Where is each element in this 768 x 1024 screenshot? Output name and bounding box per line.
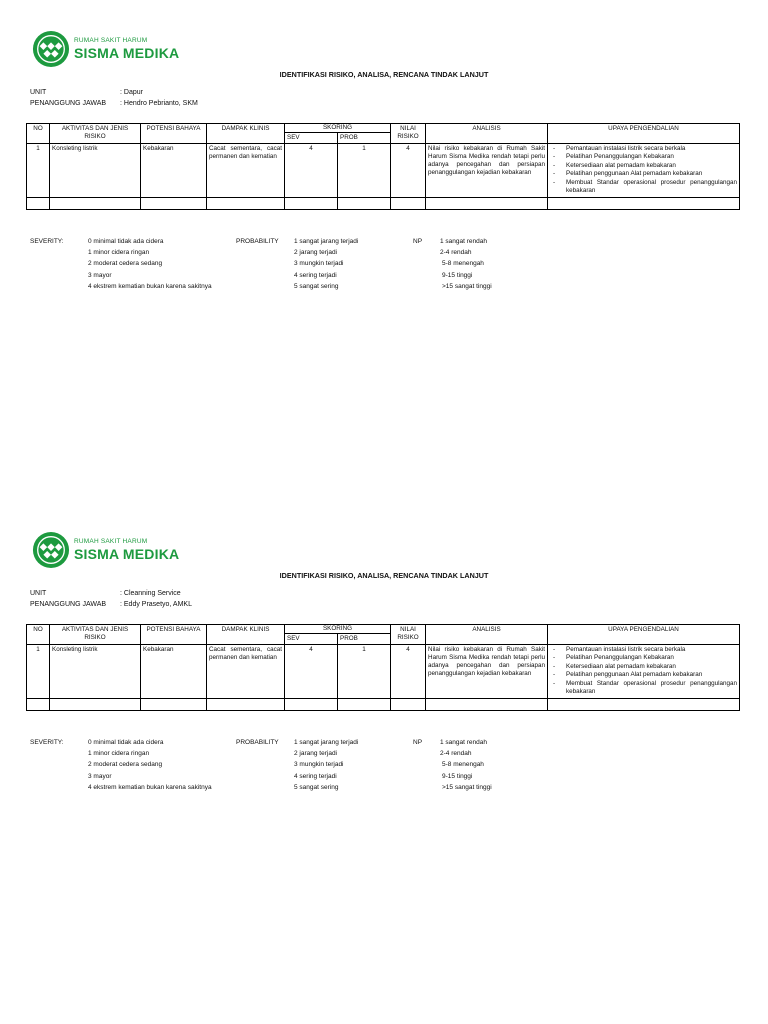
header-skoring: SKORING xyxy=(285,124,391,133)
list-item: 0 minimal tidak ada cidera xyxy=(88,739,164,746)
list-item: - Pelatihan Penanggulangan Kebakaran xyxy=(550,654,737,663)
list-item: 5-8 menengah xyxy=(442,260,484,268)
np-list xyxy=(440,737,492,793)
list-item: 2-4 rendah xyxy=(440,750,472,758)
list-item: 3 mungkin terjadi xyxy=(294,761,344,769)
pj-value: : Eddy Prasetyo, AMKL xyxy=(120,601,192,608)
list-item: 3 mayor xyxy=(88,271,112,279)
unit-line xyxy=(30,89,143,96)
cell-sev: 4 xyxy=(285,143,338,197)
list-item: 9-15 tinggi xyxy=(442,772,473,780)
list-item: 1 minor cidera ringan xyxy=(88,249,150,257)
list-item: 1 sangat rendah xyxy=(440,739,487,746)
list-item: 1 minor cidera ringan xyxy=(88,750,150,758)
severity-title: SEVERITY: xyxy=(30,739,64,746)
header-sev: SEV xyxy=(285,132,338,143)
list-item: - Membuat Standar operasional prosedur penanggulangan kebakaran xyxy=(550,680,737,697)
cell-analisis: Nilai risiko kebakaran di Rumah Sakit Harum Sisma Medika rendah tetapi perlu adanya pencegahan dan persiapan penanggulangan kejadian kebakaran xyxy=(426,143,548,197)
empty-table-row xyxy=(27,698,740,710)
list-item: - Pelatihan penggunaan Alat pemadam kebakaran xyxy=(550,671,737,680)
header-sev: SEV xyxy=(285,633,338,644)
list-item: 4 sering terjadi xyxy=(294,772,337,780)
header-potensi: POTENSI BAHAYA xyxy=(141,124,207,144)
cell-dampak: Cacat sementara, cacat permanen dan kematian xyxy=(207,644,285,698)
header-nilai: NILAI RISIKO xyxy=(391,124,426,144)
cell-sev: 4 xyxy=(285,644,338,698)
unit-line xyxy=(30,590,181,597)
list-item: 4 ekstrem kematian bukan karena sakitnya xyxy=(88,282,212,290)
probability-list xyxy=(294,236,358,292)
list-item: - Pemantauan instalasi listrik secara berkala xyxy=(550,145,737,154)
empty-table-row xyxy=(27,197,740,209)
upaya-list xyxy=(550,646,737,697)
cell-dampak: Cacat sementara, cacat permanen dan kematian xyxy=(207,143,285,197)
table-row xyxy=(27,143,740,197)
list-item: 2 jarang terjadi xyxy=(294,750,337,758)
unit-label: UNIT xyxy=(30,590,47,597)
upaya-list xyxy=(550,145,737,196)
list-item: 1 sangat rendah xyxy=(440,238,487,245)
header-prob: PROB xyxy=(338,633,391,644)
list-item: - Ketersediaan alat pemadam kebakaran xyxy=(550,663,737,672)
list-item: 5-8 menengah xyxy=(442,761,484,769)
header-analisis: ANALISIS xyxy=(426,124,548,144)
cell-analisis: Nilai risiko kebakaran di Rumah Sakit Harum Sisma Medika rendah tetapi perlu adanya pencegahan dan persiapan penanggulangan kejadian kebakaran xyxy=(426,644,548,698)
cell-potensi: Kebakaran xyxy=(141,644,207,698)
hospital-logo xyxy=(32,28,179,70)
unit-value: : Cleanning Service xyxy=(120,590,181,597)
document-page-2 xyxy=(0,501,768,1001)
risk-table xyxy=(26,123,740,210)
cell-prob: 1 xyxy=(338,644,391,698)
cell-nilai: 4 xyxy=(391,644,426,698)
hospital-emblem-icon xyxy=(32,30,70,68)
header-dampak: DAMPAK KLINIS xyxy=(207,124,285,144)
cell-no: 1 xyxy=(27,143,50,197)
probability-list xyxy=(294,737,358,793)
list-item: 0 minimal tidak ada cidera xyxy=(88,238,164,245)
table-header-row xyxy=(27,625,740,634)
list-item: 3 mayor xyxy=(88,772,112,780)
list-item: 4 ekstrem kematian bukan karena sakitnya xyxy=(88,783,212,791)
probability-title: PROBABILITY xyxy=(236,238,279,245)
header-no: NO xyxy=(27,625,50,645)
np-list xyxy=(440,236,492,292)
header-analisis: ANALISIS xyxy=(426,625,548,645)
pj-label: PENANGGUNG JAWAB xyxy=(30,100,107,107)
list-item: 9-15 tinggi xyxy=(442,271,473,279)
pj-line xyxy=(30,601,192,608)
hospital-emblem-icon xyxy=(32,531,70,569)
header-dampak: DAMPAK KLINIS xyxy=(207,625,285,645)
logo-subtitle: RUMAH SAKIT HARUM xyxy=(74,538,148,546)
probability-title: PROBABILITY xyxy=(236,739,279,746)
header-no: NO xyxy=(27,124,50,144)
list-item: 2-4 rendah xyxy=(440,249,472,257)
np-title: NP xyxy=(413,739,423,746)
header-nilai: NILAI RISIKO xyxy=(391,625,426,645)
document-title: IDENTIFIKASI RISIKO, ANALISA, RENCANA TINDAK LANJUT xyxy=(279,70,489,79)
list-item: 1 sangat jarang terjadi xyxy=(294,238,359,245)
header-upaya: UPAYA PENGENDALIAN xyxy=(548,124,740,144)
header-prob: PROB xyxy=(338,132,391,143)
document-title: IDENTIFIKASI RISIKO, ANALISA, RENCANA TINDAK LANJUT xyxy=(279,571,489,580)
unit-value: : Dapur xyxy=(120,89,143,96)
cell-nilai: 4 xyxy=(391,143,426,197)
list-item: 2 moderat cedera sedang xyxy=(88,761,163,769)
severity-list xyxy=(88,737,212,793)
list-item: - Membuat Standar operasional prosedur penanggulangan kebakaran xyxy=(550,179,737,196)
document-page-1 xyxy=(0,0,768,500)
pj-value: : Hendro Pebrianto, SKM xyxy=(120,100,198,107)
list-item: 2 moderat cedera sedang xyxy=(88,260,163,268)
table-header-row xyxy=(27,124,740,133)
header-potensi: POTENSI BAHAYA xyxy=(141,625,207,645)
list-item: 2 jarang terjadi xyxy=(294,249,337,257)
list-item: 3 mungkin terjadi xyxy=(294,260,344,268)
list-item: - Pemantauan instalasi listrik secara berkala xyxy=(550,646,737,655)
risk-table xyxy=(26,624,740,711)
unit-label: UNIT xyxy=(30,89,47,96)
header-aktivitas: AKTIVITAS DAN JENIS RISIKO xyxy=(50,124,141,144)
list-item: 1 sangat jarang terjadi xyxy=(294,739,359,746)
header-skoring: SKORING xyxy=(285,625,391,634)
list-item: - Ketersediaan alat pemadam kebakaran xyxy=(550,162,737,171)
pj-line xyxy=(30,100,198,107)
list-item: 4 sering terjadi xyxy=(294,271,337,279)
cell-upaya xyxy=(548,143,740,197)
logo-name: SISMA MEDIKA xyxy=(74,44,180,61)
list-item: >15 sangat tinggi xyxy=(442,783,492,791)
list-item: - Pelatihan penggunaan Alat pemadam kebakaran xyxy=(550,170,737,179)
header-upaya: UPAYA PENGENDALIAN xyxy=(548,625,740,645)
cell-aktivitas: Konsleting listrik xyxy=(50,644,141,698)
cell-prob: 1 xyxy=(338,143,391,197)
table-row xyxy=(27,644,740,698)
logo-name: SISMA MEDIKA xyxy=(74,545,180,562)
cell-no: 1 xyxy=(27,644,50,698)
list-item: - Pelatihan Penanggulangan Kebakaran xyxy=(550,153,737,162)
severity-title: SEVERITY: xyxy=(30,238,64,245)
logo-subtitle: RUMAH SAKIT HARUM xyxy=(74,37,148,45)
header-aktivitas: AKTIVITAS DAN JENIS RISIKO xyxy=(50,625,141,645)
severity-list xyxy=(88,236,212,292)
list-item: >15 sangat tinggi xyxy=(442,282,492,290)
cell-upaya xyxy=(548,644,740,698)
hospital-logo xyxy=(32,529,179,571)
list-item: 5 sangat sering xyxy=(294,282,339,290)
cell-aktivitas: Konsleting listrik xyxy=(50,143,141,197)
list-item: 5 sangat sering xyxy=(294,783,339,791)
cell-potensi: Kebakaran xyxy=(141,143,207,197)
pj-label: PENANGGUNG JAWAB xyxy=(30,601,107,608)
np-title: NP xyxy=(413,238,423,245)
